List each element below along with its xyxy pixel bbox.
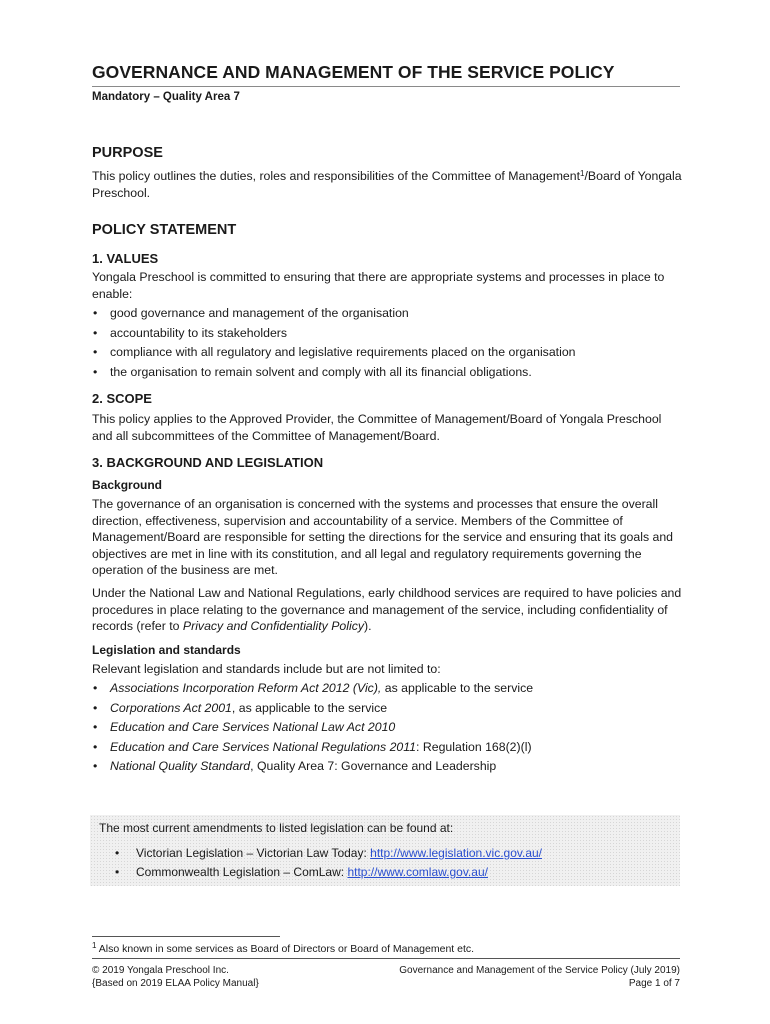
- values-heading: 1. VALUES: [92, 251, 159, 266]
- legislation-intro: Relevant legislation and standards include but are not limited to:: [92, 662, 441, 676]
- legislation-note: , Quality Area 7: Governance and Leadership: [250, 759, 497, 773]
- footnote-ref: 1: [580, 169, 585, 178]
- document-title: GOVERNANCE AND MANAGEMENT OF THE SERVICE POLICY: [92, 62, 680, 87]
- scope-text: This policy applies to the Approved Provider, the Committee of Management/Board of Yongala Preschool and all subcommittees of the Committee of Management/Board.: [92, 412, 662, 443]
- values-list: [92, 304, 682, 382]
- legislation-title: Education and Care Services National Regulations 2011: [110, 739, 417, 754]
- footer-document-title: Governance and Management of the Service Policy (July 2019): [399, 965, 680, 976]
- background-paragraph-2: [92, 585, 682, 635]
- legislation-title: Corporations Act 2001: [110, 700, 232, 715]
- scope-heading: 2. SCOPE: [92, 391, 152, 406]
- purpose-heading: PURPOSE: [92, 145, 163, 161]
- note-box-title: The most current amendments to listed legislation can be found at:: [99, 821, 454, 835]
- list-item: • compliance with all regulatory and legislative requirements placed on the organisation: [92, 343, 682, 363]
- footer-left: [92, 965, 259, 990]
- list-item: [92, 679, 682, 699]
- list-item: • the organisation to remain solvent and comply with all its financial obligations.: [92, 363, 682, 383]
- source-note: {Based on 2019 ELAA Policy Manual}: [92, 977, 259, 989]
- legislation-title: Associations Incorporation Reform Act 2012 (Vic),: [110, 681, 382, 695]
- policy-page: [92, 0, 680, 1024]
- values-intro: Yongala Preschool is committed to ensuring that there are appropriate systems and processes in place to enable:: [92, 270, 665, 301]
- footnote-divider: [92, 936, 280, 937]
- legislation-note: as applicable to the service: [381, 681, 534, 695]
- background-legislation-heading: 3. BACKGROUND AND LEGISLATION: [92, 455, 324, 470]
- paragraph-2-end: ).: [364, 619, 372, 633]
- list-item: [92, 718, 682, 738]
- victorian-legislation-link[interactable]: http://www.legislation.vic.gov.au/: [370, 846, 543, 860]
- copyright-text: © 2019 Yongala Preschool Inc.: [92, 965, 229, 976]
- list-item: [92, 738, 682, 758]
- legislation-note: : Regulation 168(2)(l): [416, 739, 532, 754]
- footnote-number: 1: [92, 941, 97, 950]
- legislation-note: , as applicable to the service: [231, 700, 388, 715]
- legislation-title: National Quality Standard: [110, 759, 251, 773]
- legislation-list: [92, 679, 682, 777]
- footnote: [92, 943, 474, 955]
- footnote-text: Also known in some services as Board of Directors or Board of Management etc.: [96, 943, 475, 955]
- policy-statement-heading: POLICY STATEMENT: [92, 222, 237, 238]
- privacy-policy-reference: Privacy and Confidentiality Policy: [182, 619, 365, 633]
- footer-divider: [92, 958, 680, 959]
- purpose-text-end: /Board of Yongala Preschool.: [92, 169, 682, 200]
- legislation-title: Education and Care Services National Law Act 2010: [110, 720, 396, 734]
- background-paragraph-1: The governance of an organisation is concerned with the systems and processes that ensure the overall direction, effectiveness, supervision and accountability of a service. Members of the Committee of Management/Board are responsible for setting the directions for the service and ensuring that its goals and objectives are met in line with its constitution, and all legal and regulatory requirements governing the operation of the business are met.: [92, 497, 674, 577]
- list-item: • accountability to its stakeholders: [92, 324, 682, 344]
- link-label: Victorian Legislation – Victorian Law Today:: [136, 846, 371, 860]
- purpose-text: [92, 168, 682, 201]
- comlaw-link[interactable]: http://www.comlaw.gov.au/: [347, 865, 488, 879]
- paragraph-2-start: Under the National Law and National Regulations, early childhood services are required to have policies and procedures in place relating to the governance and management of the service, including confidentiality of records (refer to: [92, 586, 682, 633]
- note-box-list: [112, 844, 542, 882]
- footer-right: [399, 965, 680, 990]
- legislation-note-box: [90, 815, 680, 886]
- background-subheading: Background: [92, 478, 163, 492]
- list-item: [92, 699, 682, 719]
- legislation-subheading: Legislation and standards: [92, 643, 241, 657]
- document-subtitle: Mandatory – Quality Area 7: [92, 91, 240, 103]
- purpose-text-start: This policy outlines the duties, roles and responsibilities of the Committee of Management: [92, 169, 581, 183]
- list-item: [112, 844, 542, 863]
- list-item: [92, 757, 682, 777]
- page-number: Page 1 of 7: [628, 977, 680, 989]
- link-label: Commonwealth Legislation – ComLaw:: [136, 865, 348, 879]
- list-item: [112, 863, 542, 882]
- list-item: • good governance and management of the organisation: [92, 304, 682, 324]
